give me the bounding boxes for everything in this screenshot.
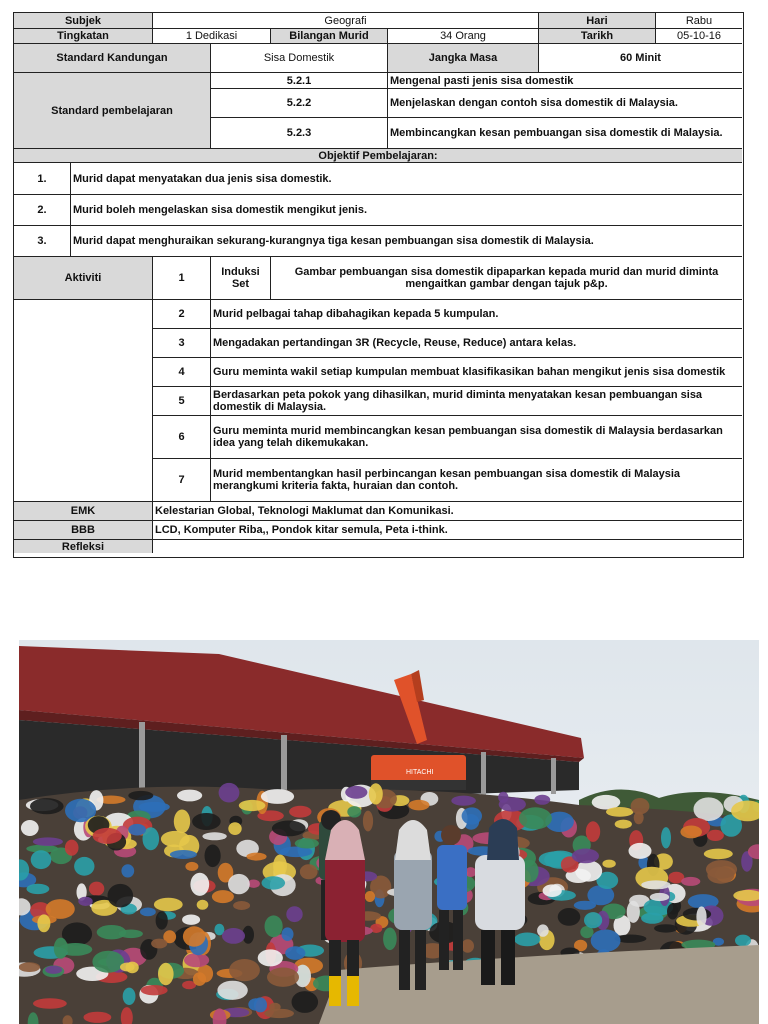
trash-item — [21, 820, 39, 836]
trash-item — [89, 882, 104, 896]
trash-item — [461, 939, 474, 953]
trash-item — [347, 806, 361, 817]
tarikh-label: Tarikh — [539, 29, 656, 44]
trash-item — [258, 949, 283, 966]
trash-item — [33, 998, 67, 1009]
trash-item — [93, 828, 122, 844]
refleksi-label: Refleksi — [14, 540, 153, 553]
aktiviti-num-5: 5 — [153, 387, 211, 416]
standard-pembelajaran-label: Standard pembelajaran — [14, 73, 211, 149]
trash-item — [229, 959, 260, 981]
trash-item — [602, 860, 615, 868]
trash-item — [202, 832, 226, 840]
trash-item — [233, 901, 250, 910]
trash-item — [219, 783, 240, 803]
aktiviti-text-6: Guru meminta murid membincangkan kesan pembuangan sisa domestik di Malaysia berdasarkan idea yang telah dikemukakan. — [211, 416, 742, 459]
trash-item — [54, 938, 68, 959]
trash-item — [681, 877, 700, 886]
trash-item — [265, 915, 283, 937]
trash-item — [205, 845, 221, 868]
trash-item — [192, 813, 221, 830]
aktiviti-num-1: 1 — [153, 257, 211, 300]
trash-item — [534, 795, 550, 805]
trash-item — [584, 912, 602, 928]
trash-item — [707, 830, 724, 841]
trash-item — [222, 928, 245, 944]
trash-item — [264, 1009, 294, 1018]
bbb-label: BBB — [14, 521, 153, 540]
trash-item — [121, 864, 134, 877]
trash-item — [239, 800, 266, 811]
aktiviti-text-3: Mengadakan pertandingan 3R (Recycle, Reuse, Reduce) antara kelas. — [211, 329, 742, 358]
trash-item — [654, 924, 678, 932]
hari-label: Hari — [539, 13, 656, 29]
bbb-value: LCD, Komputer Riba,, Pondok kitar semula, Peta i-think. — [153, 521, 742, 540]
trash-item — [182, 915, 200, 925]
trash-item — [174, 810, 190, 834]
trash-item — [586, 821, 600, 842]
trash-item — [735, 935, 751, 947]
aktiviti-text-1: Gambar pembuangan sisa domestik dipaparkan kepada murid dan murid diminta mengaitkan gambar dengan tajuk p&p. — [271, 257, 742, 300]
trash-item — [139, 802, 170, 812]
trash-item — [108, 884, 134, 908]
jangka-masa-label: Jangka Masa — [388, 44, 539, 73]
lesson-plan-table — [13, 12, 744, 558]
hari-value: Rabu — [656, 13, 742, 29]
trash-item — [170, 850, 197, 859]
trash-item — [151, 939, 167, 949]
trash-item — [156, 911, 168, 929]
trash-item — [629, 843, 652, 859]
trash-item — [228, 874, 250, 894]
trash-item — [184, 953, 209, 967]
objektif-num-1: 1. — [14, 163, 71, 195]
trash-item — [537, 924, 549, 936]
trash-item — [369, 783, 383, 804]
trash-item — [128, 824, 146, 836]
trash-item — [615, 820, 632, 829]
people-group — [319, 810, 525, 1006]
induksi-set-label: Induksi Set — [211, 257, 271, 300]
trash-item — [292, 991, 319, 1013]
aktiviti-label: Aktiviti — [14, 257, 153, 300]
objektif-num-2: 2. — [14, 195, 71, 226]
trash-item — [383, 928, 397, 951]
trash-item — [558, 908, 581, 926]
trash-item — [120, 963, 135, 972]
subjek-value: Geografi — [153, 13, 539, 29]
trash-item — [694, 797, 724, 821]
trash-item — [46, 899, 75, 919]
objektif-text-2: Murid boleh mengelaskan sisa domestik mengikut jenis. — [71, 195, 742, 226]
subjek-label: Subjek — [14, 13, 153, 29]
tingkatan-value: 1 Dedikasi — [153, 29, 271, 44]
trash-item — [575, 860, 602, 881]
trash-item — [286, 906, 302, 922]
trash-item — [261, 789, 294, 804]
trash-item — [154, 898, 183, 912]
trash-item — [217, 981, 247, 1000]
trash-item — [462, 807, 482, 824]
trash-item — [197, 900, 209, 910]
trash-item — [704, 849, 733, 860]
sp-text-2: Menjelaskan dengan contoh sisa domestik di Malaysia. — [388, 89, 742, 118]
refleksi-value — [153, 540, 742, 553]
trash-item — [641, 913, 663, 924]
aktiviti-num-6: 6 — [153, 416, 211, 459]
trash-item — [37, 914, 50, 932]
trash-item — [74, 857, 94, 876]
trash-item — [140, 908, 156, 917]
objektif-title: Objektif Pembelajaran: — [14, 149, 742, 163]
trash-item — [193, 972, 206, 986]
trash-item — [33, 837, 63, 846]
trash-item — [45, 966, 62, 974]
trash-item — [31, 850, 52, 869]
trash-item — [591, 929, 621, 951]
trash-item — [78, 897, 92, 906]
trash-item — [289, 806, 311, 818]
trash-item — [572, 849, 599, 864]
bilangan-label: Bilangan Murid — [271, 29, 388, 44]
trash-item — [641, 880, 670, 889]
emk-value: Kelestarian Global, Teknologi Maklumat dan Komunikasi. — [153, 502, 742, 521]
trash-item — [300, 864, 318, 879]
trash-item — [365, 891, 375, 902]
trash-item — [158, 963, 174, 985]
trash-item — [92, 951, 124, 973]
landfill-photo — [19, 640, 759, 1024]
tingkatan-label: Tingkatan — [14, 29, 153, 44]
aktiviti-num-7: 7 — [153, 459, 211, 502]
trash-item — [627, 901, 640, 923]
aktiviti-num-4: 4 — [153, 358, 211, 387]
aktiviti-blank-cell — [14, 300, 153, 502]
sp-code-3: 5.2.3 — [211, 118, 388, 149]
shed-pillar — [481, 752, 486, 796]
aktiviti-text-2: Murid pelbagai tahap dibahagikan kepada 5 kumpulan. — [211, 300, 742, 329]
trash-item — [574, 901, 596, 910]
trash-item — [19, 962, 40, 972]
trash-item — [190, 873, 209, 896]
trash-item — [451, 796, 476, 806]
trash-item — [345, 786, 367, 799]
objektif-text-1: Murid dapat menyatakan dua jenis sisa domestik. — [71, 163, 742, 195]
trash-item — [185, 862, 198, 871]
trash-item — [650, 893, 669, 901]
trash-item — [65, 840, 79, 856]
standard-kandungan-label: Standard Kandungan — [14, 44, 211, 73]
trash-item — [272, 821, 306, 837]
trash-item — [707, 867, 734, 884]
aktiviti-num-3: 3 — [153, 329, 211, 358]
landfill-scene — [19, 640, 759, 1024]
jangka-masa-value: 60 Minit — [539, 44, 742, 73]
aktiviti-text-5: Berdasarkan peta pokok yang dihasilkan, murid diminta menyatakan kesan pembuangan sisa domestik di Malaysia. — [211, 387, 742, 416]
trash-item — [27, 884, 50, 894]
trash-item — [228, 822, 241, 835]
trash-item — [667, 904, 678, 920]
aktiviti-num-2: 2 — [153, 300, 211, 329]
sp-text-3: Membincangkan kesan pembuangan sisa domestik di Malaysia. — [388, 118, 742, 149]
trash-item — [282, 927, 294, 941]
sp-text-1: Mengenal pasti jenis sisa domestik — [388, 73, 742, 89]
trash-item — [212, 890, 234, 903]
trash-item — [519, 807, 552, 829]
shed-pillar — [551, 758, 556, 794]
trash-item — [680, 826, 702, 839]
standard-kandungan-value: Sisa Domestik — [211, 44, 388, 73]
trash-item — [514, 933, 540, 947]
trash-item — [499, 797, 526, 811]
trash-item — [254, 997, 267, 1012]
trash-item — [634, 811, 644, 824]
emk-label: EMK — [14, 502, 153, 521]
trash-item — [543, 884, 562, 897]
aktiviti-text-7: Murid membentangkan hasil perbincangan kesan pembuangan sisa domestik di Malaysia merangkumi kriteria fakta, huraian dan contoh. — [211, 459, 742, 502]
sp-code-1: 5.2.1 — [211, 73, 388, 89]
trash-item — [363, 811, 373, 832]
trash-item — [267, 968, 299, 987]
trash-item — [295, 838, 319, 848]
trash-item — [606, 807, 633, 817]
aktiviti-text-4: Guru meminta wakil setiap kumpulan membuat klasifikasikan bahan mengikut jenis sisa domestik — [211, 358, 742, 387]
trash-item — [128, 791, 153, 800]
bilangan-value: 34 Orang — [388, 29, 539, 44]
trash-item — [408, 800, 429, 811]
objektif-num-3: 3. — [14, 226, 71, 257]
trash-item — [30, 798, 64, 814]
tarikh-value: 05-10-16 — [656, 29, 742, 44]
sp-code-2: 5.2.2 — [211, 89, 388, 118]
trash-item — [123, 988, 136, 1005]
excavator-brand: HITACHI — [406, 769, 434, 776]
trash-item — [661, 827, 671, 848]
trash-item — [141, 985, 168, 995]
trash-item — [183, 926, 206, 946]
trash-item — [246, 853, 266, 861]
trash-item — [696, 906, 706, 927]
trash-item — [161, 831, 190, 847]
objektif-text-3: Murid dapat menghuraikan sekurang-kurangnya tiga kesan pembuangan sisa domestik di Malaysia. — [71, 226, 742, 257]
trash-item — [177, 790, 202, 802]
trash-item — [97, 925, 127, 939]
trash-item — [262, 876, 286, 889]
trash-item — [84, 1012, 112, 1023]
trash-item — [285, 946, 305, 960]
